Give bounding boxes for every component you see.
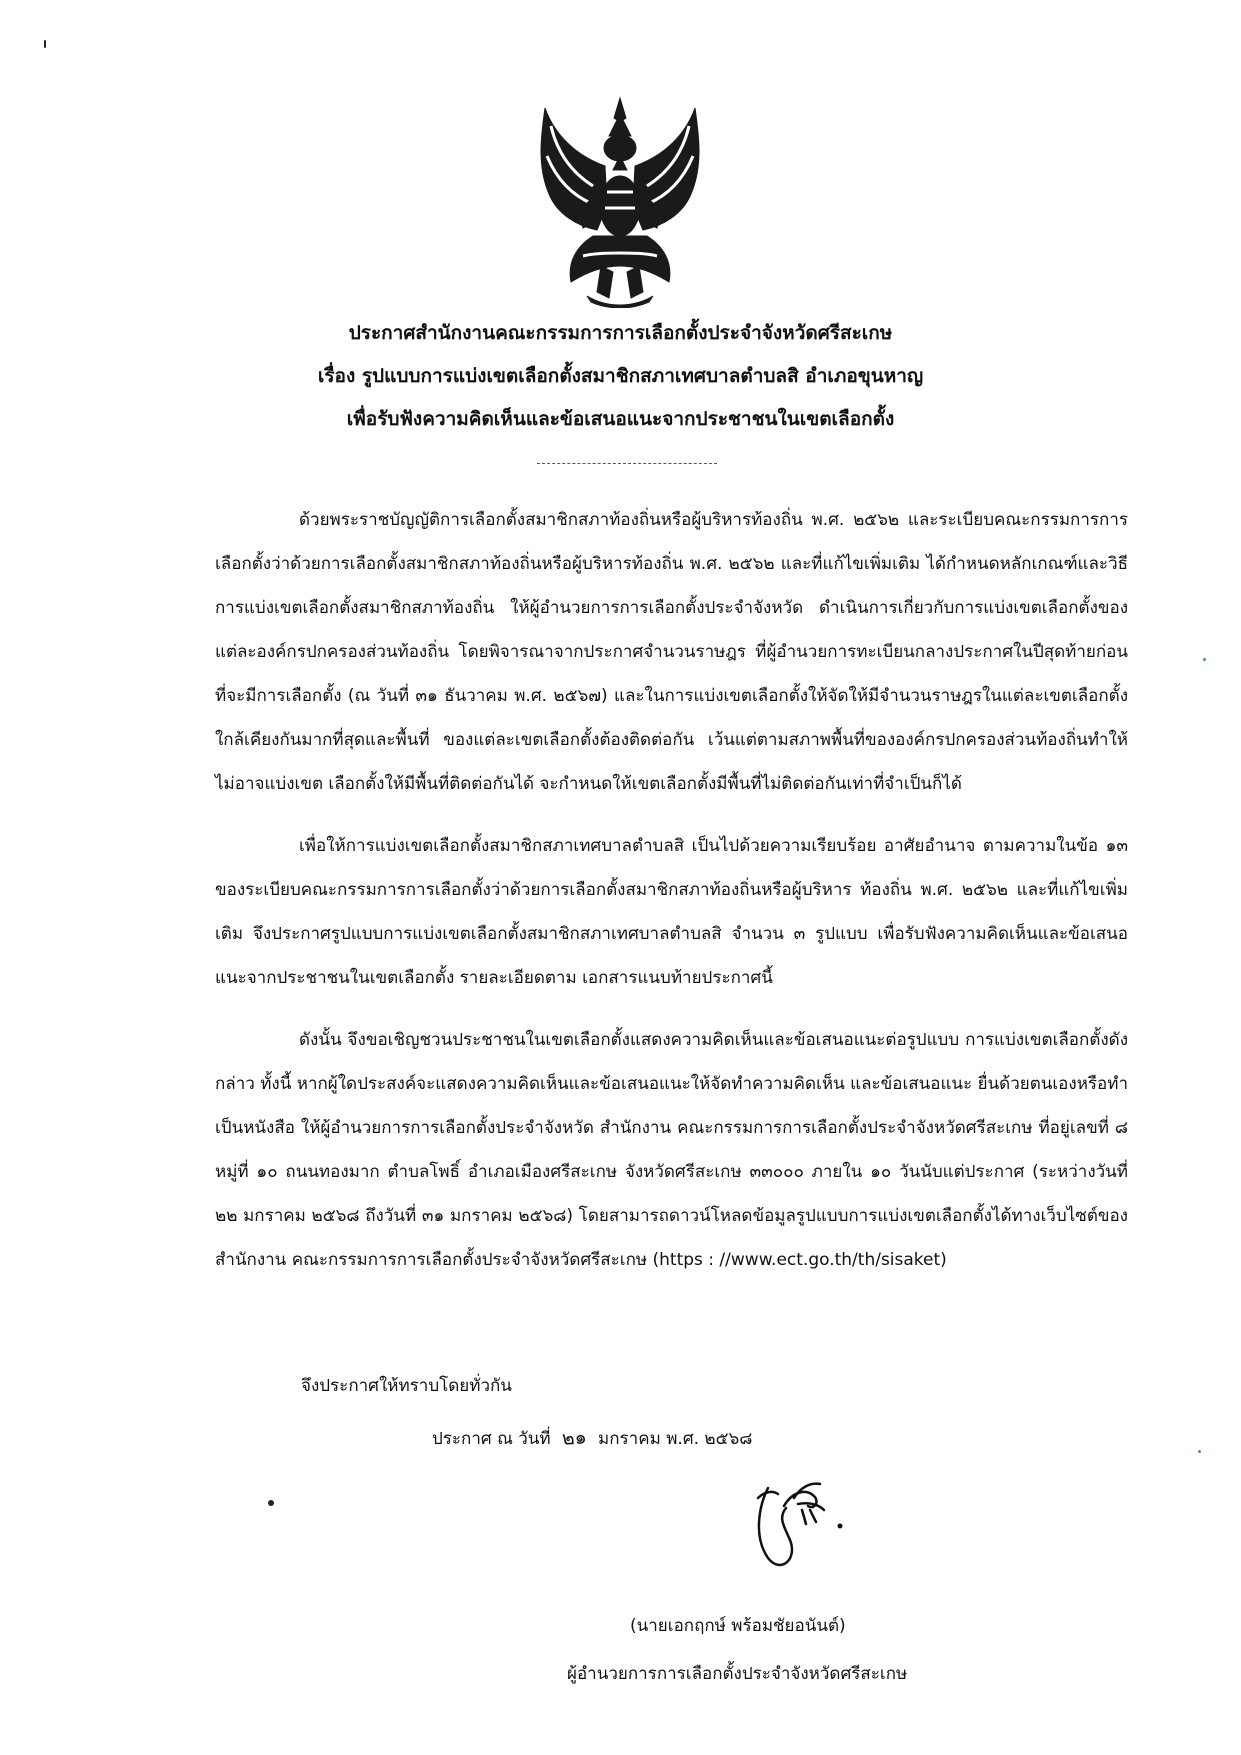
signer-name: (นายเอกฤกษ์ พร้อมชัยอนันต์) — [630, 1616, 846, 1636]
body-paragraph-1: ด้วยพระราชบัญญัติการเลือกตั้งสมาชิกสภาท้องถิ่นหรือผู้บริหารท้องถิ่น พ.ศ. ๒๕๖๒ และระเบียบคณะกรรมการการเลือกตั้งว่าด้วยการเลือกตั้งสมาชิกสภาท้องถิ่นหรือผู้บริหารท้องถิ่น พ.ศ. ๒๕๖๒ และที่แก้ไขเพิ่มเติม ได้กำหนดหลักเกณฑ์และวิธีการแบ่งเขตเลือกตั้งสมาชิกสภาท้องถิ่น ให้ผู้อำนวยการการเลือกตั้งประจำจังหวัด ดำเนินการเกี่ยวกับการแบ่งเขตเลือกตั้งของแต่ละองค์กรปกครองส่วนท้องถิ่น โดยพิจารณาจากประกาศจำนวนราษฎร ที่ผู้อำนวยการทะเบียนกลางประกาศในปีสุดท้ายก่อนที่จะมีการเลือกตั้ง (ณ วันที่ ๓๑ ธันวาคม พ.ศ. ๒๕๖๗) และในการแบ่งเขตเลือกตั้งให้จัดให้มีจำนวนราษฎรในแต่ละเขตเลือกตั้งใกล้เคียงกันมากที่สุดและพื้นที่ ของแต่ละเขตเลือกตั้งต้องติดต่อกัน เว้นแต่ตามสภาพพื้นที่ขององค์กรปกครองส่วนท้องถิ่นทำให้ไม่อาจแบ่งเขต เลือกตั้งให้มีพื้นที่ติดต่อกันได้ จะกำหนดให้เขตเลือกตั้งมีพื้นที่ไม่ติดต่อกันเท่าที่จำเป็นก็ได้ — [215, 510, 1128, 794]
scan-speck — [268, 1500, 274, 1506]
handwritten-signature-icon — [728, 1448, 858, 1578]
announcement-header — [200, 312, 1041, 441]
date-day: ๒๑ — [561, 1426, 588, 1450]
announcement-purpose: เพื่อรับฟังความคิดเห็นและข้อเสนอแนะจากประชาชนในเขตเลือกตั้ง — [346, 408, 895, 430]
signer-title: ผู้อำนวยการการเลือกตั้งประจำจังหวัดศรีสะเกษ — [567, 1664, 908, 1684]
body-paragraph-2: เพื่อให้การแบ่งเขตเลือกตั้งสมาชิกสภาเทศบาลตำบลสิ เป็นไปด้วยความเรียบร้อย อาศัยอำนาจ ตามความในข้อ ๑๓ ของระเบียบคณะกรรมการการเลือกตั้งว่าด้วยการเลือกตั้งสมาชิกสภาท้องถิ่นหรือผู้บริหาร ท้องถิ่น พ.ศ. ๒๕๖๒ และที่แก้ไขเพิ่มเติม จึงประกาศรูปแบบการแบ่งเขตเลือกตั้งสมาชิกสภาเทศบาลตำบลสิ จำนวน ๓ รูปแบบ เพื่อรับฟังความคิดเห็นและข้อเสนอแนะจากประชาชนในเขตเลือกตั้ง รายละเอียดตาม เอกสารแนบท้ายประกาศนี้ — [215, 836, 1128, 988]
scan-speck — [44, 40, 46, 48]
header-divider — [537, 463, 717, 464]
body-paragraph-3: ดังนั้น จึงขอเชิญชวนประชาชนในเขตเลือกตั้งแสดงความคิดเห็นและข้อเสนอแนะต่อรูปแบบ การแบ่งเขตเลือกตั้งดังกล่าว ทั้งนี้ หากผู้ใดประสงค์จะแสดงความคิดเห็นและข้อเสนอแนะให้จัดทำความคิดเห็น และข้อเสนอแนะ ยื่นด้วยตนเองหรือทำเป็นหนังสือ ให้ผู้อำนวยการการเลือกตั้งประจำจังหวัด สำนักงาน คณะกรรมการการเลือกตั้งประจำจังหวัดศรีสะเกษ ที่อยู่เลขที่ ๘ หมู่ที่ ๑๐ ถนนทองมาก ตำบลโพธิ์ อำเภอเมืองศรีสะเกษ จังหวัดศรีสะเกษ ๓๓๐๐๐ ภายใน ๑๐ วันนับแต่ประกาศ (ระหว่างวันที่ ๒๒ มกราคม ๒๕๖๘ ถึงวันที่ ๓๑ มกราคม ๒๕๖๘) โดยสามารถดาวน์โหลดข้อมูลรูปแบบการแบ่งเขตเลือกตั้งได้ทางเว็บไซต์ของสำนักงาน คณะกรรมการการเลือกตั้งประจำจังหวัดศรีสะเกษ (https : //www.ect.go.th/th/sisaket) — [215, 1030, 1128, 1270]
closing-statement: จึงประกาศให้ทราบโดยทั่วกัน — [301, 1376, 512, 1396]
announcement-subject: เรื่อง รูปแบบการแบ่งเขตเลือกตั้งสมาชิกสภาเทศบาลตำบลสิ อำเภอขุนหาญ — [317, 365, 924, 387]
scan-speck — [1203, 658, 1206, 661]
announcement-date — [432, 1418, 752, 1459]
announcement-body — [215, 498, 1128, 1300]
date-suffix: มกราคม พ.ศ. ๒๕๖๘ — [598, 1429, 753, 1449]
garuda-emblem-icon — [527, 96, 713, 308]
date-prefix: ประกาศ ณ วันที่ — [432, 1429, 551, 1449]
announcement-title: ประกาศสำนักงานคณะกรรมการการเลือกตั้งประจำจังหวัดศรีสะเกษ — [348, 322, 893, 344]
scan-speck — [1198, 1450, 1201, 1453]
